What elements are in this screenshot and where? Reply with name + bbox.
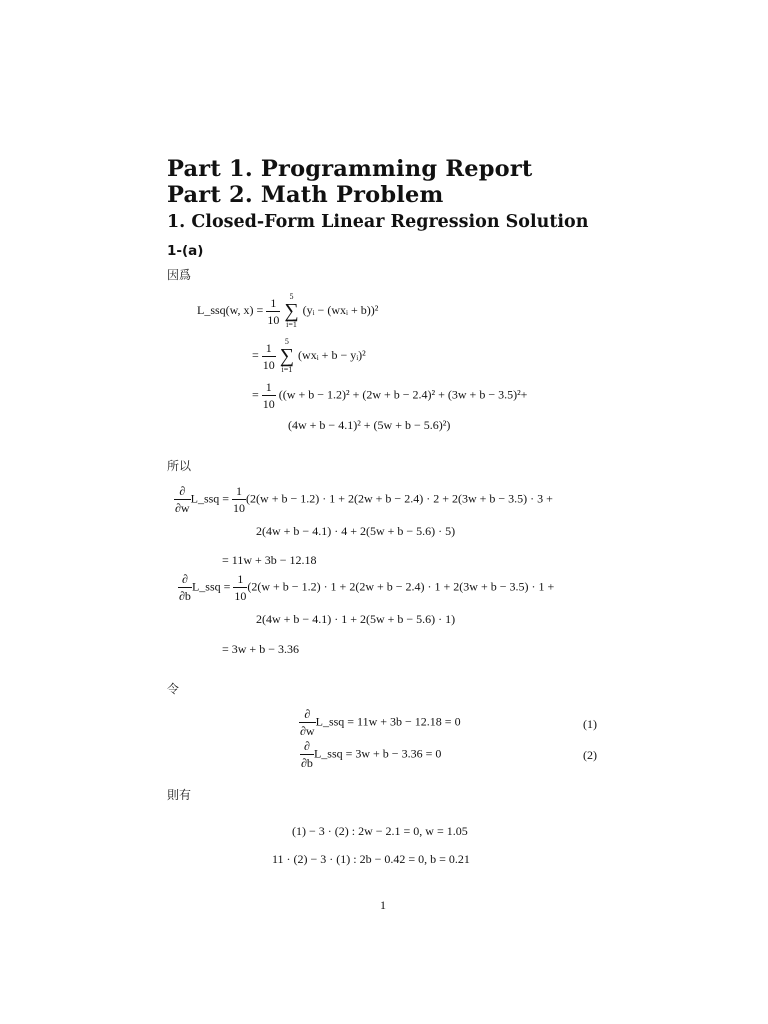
word-let: 令 [167,682,180,696]
equation-2-body: L_ssq = 3w + b − 3.36 = 0 [313,746,442,761]
deriv-b-line-2: 2(4w + b − 4.1) · 1 + 2(5w + b − 5.6) · 1) [256,612,456,626]
deriv-w-line-2: 2(4w + b − 4.1) · 4 + 2(5w + b − 5.6) · 5) [256,524,456,538]
page-number: 1 [380,898,386,912]
equation-1 [299,708,461,737]
loss-line-3-body: ((w + b − 1.2)² + (2w + b − 2.4)² + (3w + b − 3.5)²+ [278,387,528,402]
partial-w-operator: $\frac{\partial}{\partial w}$ [300,707,315,738]
loss-line-1 [197,293,378,329]
deriv-w-line-1-body: (2(w + b − 1.2) · 1 + 2(2w + b − 2.4) · 2 + 2(3w + b − 3.5) · 3 + [246,491,553,506]
equation-2 [300,740,441,769]
summation-symbol: 5 ∑ i=1 [284,292,299,329]
partial-w-operator: $\frac{\partial}{\partial w}$ [175,484,190,515]
loss-line-2-body: (wxᵢ + b − yᵢ)² [298,347,366,362]
part2-title: Part 2. Math Problem [167,182,444,208]
deriv-w-result: = 11w + 3b − 12.18 [222,553,317,567]
equation-1-number: (1) [583,717,597,731]
deriv-b-line-1: $\frac{\partial}{\partial b}$ L_ssq = $\frac{1}{10}$ (2(w + b − 1.2) · 1 + 2(2w + b − 2.4) · 1 + 2(3w + b − 3.5) · 1 + [179,572,555,603]
deriv-b-result: = 3w + b − 3.36 [222,642,299,656]
word-because: 因爲 [167,268,192,282]
deriv-w-fraction: $\frac{1}{10}$ [233,484,246,515]
loss-line-3: = $\frac{1}{10}$ ((w + b − 1.2)² + (2w + b − 2.4)² + (3w + b − 3.5)²+ [252,380,528,411]
loss-line-2: = $\frac{1}{10}$ 5 ∑ i=1 (wxᵢ + b − yᵢ)² [252,337,366,374]
loss-fraction: $\frac{1}{10}$ [262,380,275,411]
deriv-w-line-1: $\frac{\partial}{\partial w}$ L_ssq = $\frac{1}{10}$ (2(w + b − 1.2) · 1 + 2(2w + b − 2.4) · 2 + 2(3w + b − 3.5) · 3 + [175,484,553,515]
deriv-b-line-1-body: (2(w + b − 1.2) · 1 + 2(2w + b − 2.4) · 1 + 2(3w + b − 3.5) · 1 + [247,579,555,594]
deriv-b-fraction: $\frac{1}{10}$ [234,572,247,603]
equation-1-body: L_ssq = 11w + 3b − 12.18 = 0 [315,714,461,729]
partial-b-operator: $\frac{\partial}{\partial b}$ [179,572,191,603]
loss-fraction: $\frac{1}{10}$ [267,295,280,327]
section-title: 1. Closed-Form Linear Regression Solution [167,212,589,232]
loss-line-4: (4w + b − 4.1)² + (5w + b − 5.6)²) [288,418,451,432]
equation-2-number: (2) [583,748,597,762]
subsection-title: 1-(a) [167,243,204,259]
loss-lhs: L_ssq(w, x) = [197,302,264,317]
part1-title: Part 1. Programming Report [167,156,533,182]
partial-b-operator: $\frac{\partial}{\partial b}$ [301,739,313,770]
solution-w: (1) − 3 · (2) : 2w − 2.1 = 0, w = 1.05 [292,824,468,838]
loss-line-1-body: (yᵢ − (wxᵢ + b))² [302,302,379,317]
solution-b: 11 · (2) − 3 · (1) : 2b − 0.42 = 0, b = 0.21 [272,852,470,866]
word-then: 則有 [167,788,192,802]
word-so: 所以 [167,459,192,473]
summation-symbol: 5 ∑ i=1 [279,337,295,374]
loss-fraction: $\frac{1}{10}$ [262,340,275,372]
